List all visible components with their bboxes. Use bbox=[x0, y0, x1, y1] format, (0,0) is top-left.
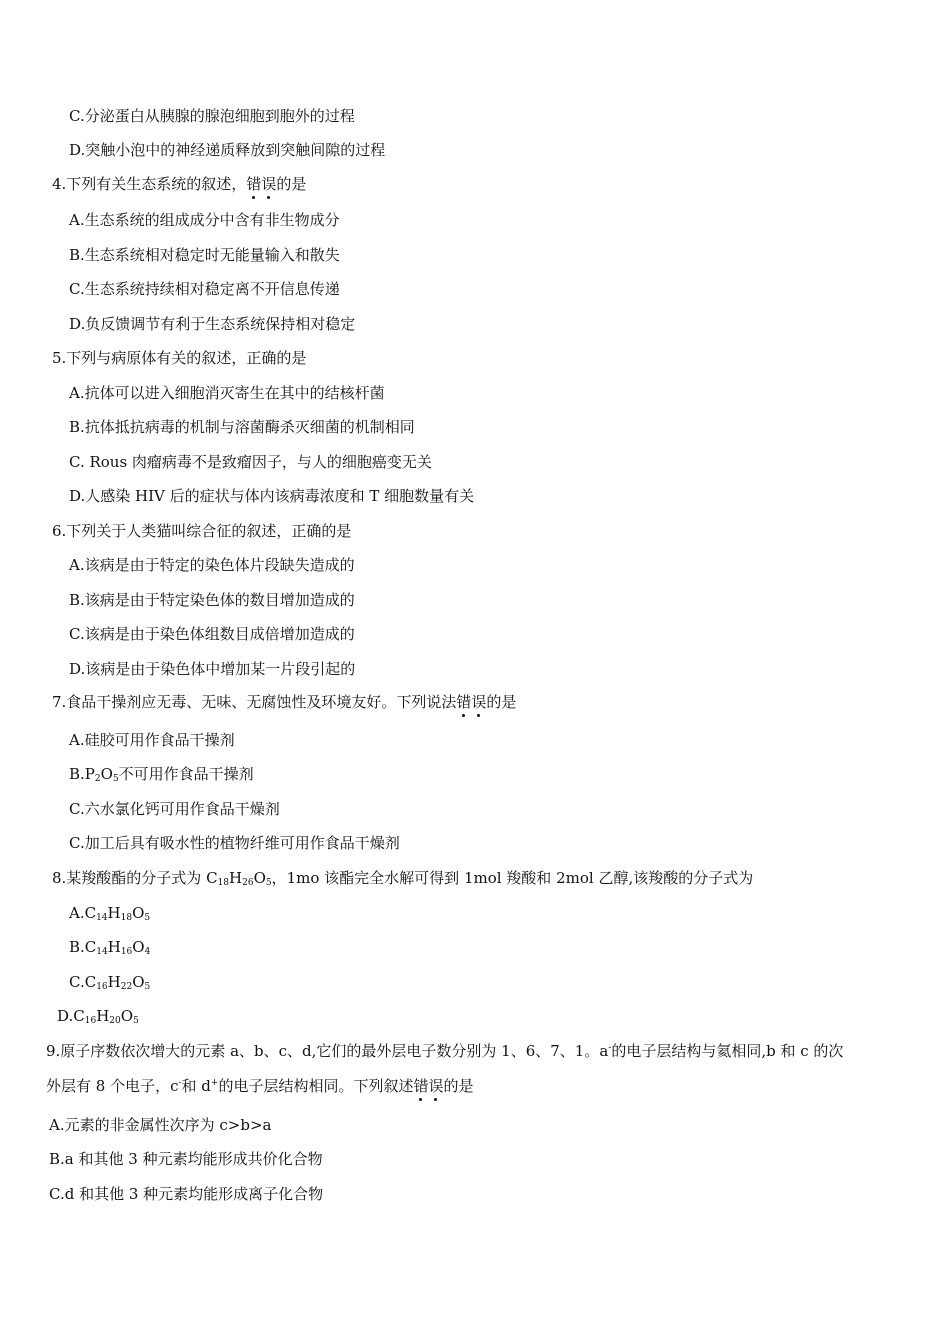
superscript: - bbox=[608, 1043, 612, 1053]
subscript: 14 bbox=[96, 947, 108, 957]
superscript: - bbox=[178, 1078, 182, 1088]
subscript: 5 bbox=[265, 878, 272, 888]
subscript: 5 bbox=[144, 982, 151, 992]
q9-option-c: C.d 和其他 3 种元素均能形成离子化合物 bbox=[49, 1185, 324, 1203]
q7-stem-text: 7.食品干操剂应无毒、无味、无腐蚀性及环境友好。下列说法 bbox=[52, 693, 457, 711]
subscript: 20 bbox=[109, 1016, 121, 1026]
q7-stem bbox=[52, 692, 516, 712]
q8-stem-text: ，1mo 该酯完全水解可得到 1mol 羧酸和 2mol 乙醇,该羧酸的分子式为 bbox=[271, 869, 754, 887]
formula-text: H bbox=[96, 1007, 110, 1025]
q5-option-b: B.抗体抵抗病毒的机制与溶菌酶杀灭细菌的机制相同 bbox=[69, 418, 415, 436]
q4-emphasis-char: 误 bbox=[261, 175, 277, 193]
q7-option-d: C.加工后具有吸水性的植物纤维可用作食品干燥剂 bbox=[69, 834, 400, 852]
q8-stem-text: 8.某羧酸酯的分子式为 C bbox=[52, 869, 218, 887]
q7-b-text: O bbox=[100, 765, 113, 783]
q4-stem bbox=[52, 174, 306, 194]
q4-option-c: C.生态系统持续相对稳定离不开信息传递 bbox=[69, 280, 340, 298]
subscript: 5 bbox=[133, 1016, 139, 1026]
q7-emphasis-char: 错 bbox=[456, 693, 472, 711]
subscript: 16 bbox=[120, 947, 133, 957]
q4-stem-text: 4.下列有关生态系统的叙述， bbox=[52, 175, 247, 193]
formula-text: O bbox=[132, 973, 145, 991]
subscript: 2 bbox=[94, 774, 101, 784]
q9-stem-text: 的是 bbox=[443, 1077, 474, 1095]
q3-option-d: D.突触小泡中的神经递质释放到突触间隙的过程 bbox=[69, 141, 386, 159]
q4-emphasis-char: 错 bbox=[246, 175, 262, 193]
formula-text: D.C bbox=[57, 1007, 85, 1025]
q8-stem bbox=[52, 868, 753, 888]
formula-text: H bbox=[107, 904, 121, 922]
q8-option-c bbox=[69, 972, 150, 992]
q5-stem: 5.下列与病原体有关的叙述，正确的是 bbox=[52, 349, 307, 367]
subscript: 14 bbox=[96, 913, 108, 923]
subscript: 18 bbox=[217, 878, 230, 888]
q6-option-b: B.该病是由于特定染色体的数目增加造成的 bbox=[69, 591, 355, 609]
q8-stem-text: H bbox=[229, 869, 243, 887]
subscript: 5 bbox=[144, 913, 151, 923]
q6-option-c: C.该病是由于染色体组数目成倍增加造成的 bbox=[69, 625, 355, 643]
q5-option-a: A.抗体可以进入细胞消灭寄生在其中的结核杆菌 bbox=[69, 384, 385, 402]
q9-option-a: A.元素的非金属性次序为 c>b>a bbox=[49, 1116, 272, 1134]
q6-stem: 6.下列关于人类猫叫综合征的叙述，正确的是 bbox=[52, 522, 352, 540]
subscript: 26 bbox=[242, 878, 254, 888]
q8-option-d bbox=[57, 1006, 139, 1026]
q4-option-b: B.生态系统相对稳定时无能量输入和散失 bbox=[69, 246, 340, 264]
q8-stem-text: O bbox=[253, 869, 266, 887]
formula-text: A.C bbox=[69, 904, 97, 922]
q9-stem-line-2 bbox=[46, 1076, 474, 1096]
q6-option-d: D.该病是由于染色体中增加某一片段引起的 bbox=[69, 660, 356, 678]
q9-emphasis-char: 误 bbox=[428, 1077, 444, 1095]
q8-option-a bbox=[69, 903, 150, 923]
subscript: 22 bbox=[120, 982, 133, 992]
formula-text: O bbox=[132, 938, 145, 956]
q7-option-b bbox=[69, 764, 254, 784]
q7-emphasis-char: 误 bbox=[471, 693, 487, 711]
formula-text: B.C bbox=[69, 938, 97, 956]
formula-text: C.C bbox=[69, 973, 97, 991]
q4-option-d: D.负反馈调节有利于生态系统保持相对稳定 bbox=[69, 315, 356, 333]
formula-text: O bbox=[120, 1007, 134, 1025]
subscript: 5 bbox=[112, 774, 119, 784]
q9-stem-text: 外层有 8 个电子，c bbox=[46, 1077, 179, 1095]
q4-stem-text: 的是 bbox=[276, 175, 307, 193]
subscript: 4 bbox=[144, 947, 151, 957]
q9-option-b: B.a 和其他 3 种元素均能形成共价化合物 bbox=[49, 1150, 323, 1168]
q5-option-c: C. Rous 肉瘤病毒不是致瘤因子，与人的细胞癌变无关 bbox=[69, 453, 432, 471]
q7-stem-text: 的是 bbox=[486, 693, 517, 711]
formula-text: H bbox=[107, 973, 121, 991]
formula-text: O bbox=[132, 904, 145, 922]
subscript: 16 bbox=[84, 1016, 97, 1026]
q9-stem-line-1 bbox=[46, 1041, 843, 1061]
q7-option-a: A.硅胶可用作食品干操剂 bbox=[69, 731, 235, 749]
q9-emphasis-char: 错 bbox=[413, 1077, 429, 1095]
q5-option-d: D.人感染 HIV 后的症状与体内该病毒浓度和 T 细胞数量有关 bbox=[69, 487, 475, 505]
q6-option-a: A.该病是由于特定的染色体片段缺失造成的 bbox=[69, 556, 355, 574]
q8-option-b bbox=[69, 937, 150, 957]
q7-option-c: C.六水氯化钙可用作食品干燥剂 bbox=[69, 800, 280, 818]
q9-stem-text: 的电子层结构相同。下列叙述 bbox=[218, 1077, 414, 1095]
q9-stem-text: 的电子层结构与氦相同,b 和 c 的次 bbox=[611, 1042, 844, 1060]
q9-stem-text: 9.原子序数依次增大的元素 a、b、c、d,它们的最外层电子数分别为 1、6、7、1。a bbox=[46, 1042, 609, 1060]
subscript: 16 bbox=[96, 982, 108, 992]
q7-b-text: B.P bbox=[69, 765, 95, 783]
formula-text: H bbox=[107, 938, 121, 956]
subscript: 18 bbox=[120, 913, 133, 923]
q9-stem-text: 和 d bbox=[181, 1077, 211, 1095]
q7-b-text: 不可用作食品干操剂 bbox=[118, 765, 254, 783]
q4-option-a: A.生态系统的组成成分中含有非生物成分 bbox=[69, 211, 340, 229]
superscript: + bbox=[210, 1078, 219, 1088]
q3-option-c: C.分泌蛋白从胰腺的腺泡细胞到胞外的过程 bbox=[69, 107, 355, 125]
